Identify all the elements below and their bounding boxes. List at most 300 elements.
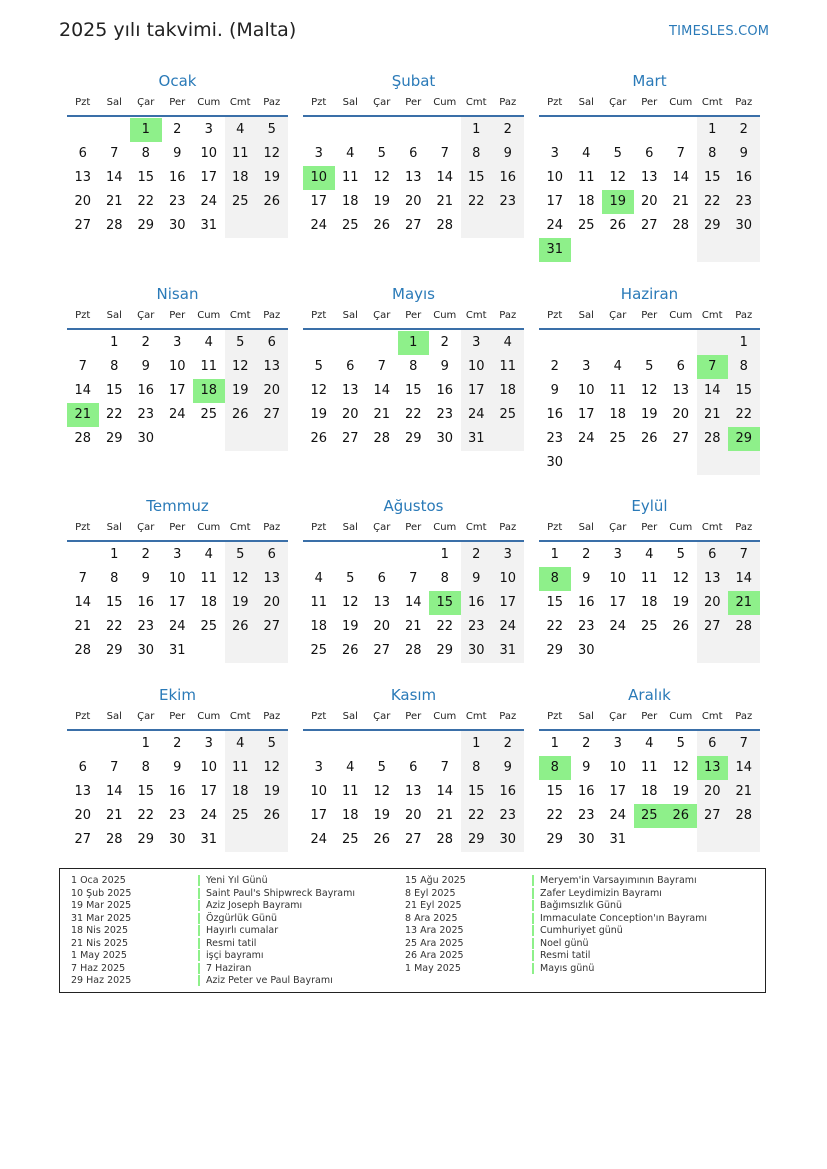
day-cell: 18 [499, 383, 517, 398]
day-cell: 18 [231, 170, 249, 185]
day-cell: 14 [74, 383, 92, 398]
weekday-header: Cum [197, 522, 221, 533]
day-cell: 17 [546, 194, 564, 209]
day-cell: 23 [137, 619, 155, 634]
holiday-name: Zafer Leydimizin Bayramı [532, 888, 662, 899]
holiday-name: Aziz Joseph Bayramı [198, 900, 302, 911]
holiday-date: 7 Haz 2025 [71, 962, 126, 974]
day-cell: 2 [503, 122, 512, 137]
day-cell: 7 [409, 571, 418, 586]
holiday-date: 21 Nis 2025 [71, 937, 128, 949]
day-cell: 3 [173, 547, 182, 562]
holiday-name: Saint Paul's Shipwreck Bayramı [198, 888, 355, 899]
day-cell: 26 [231, 619, 249, 634]
day-cell: 15 [137, 170, 155, 185]
brand-link[interactable]: TIMESLES.COM [669, 24, 770, 39]
day-cell: 23 [168, 808, 186, 823]
holiday-name: Noel günü [532, 938, 589, 949]
day-cell: 25 [231, 808, 249, 823]
holiday-date: 31 Mar 2025 [71, 912, 132, 924]
day-cell: 18 [577, 194, 595, 209]
day-cell: 12 [310, 383, 328, 398]
day-cell: 1 [440, 547, 449, 562]
day-cell: 27 [404, 218, 422, 233]
weekday-header: Pzt [75, 310, 91, 321]
weekday-header: Cmt [229, 310, 251, 321]
day-cell: 19 [341, 619, 359, 634]
day-cell: 4 [645, 547, 654, 562]
month-name: Eylül [631, 497, 668, 515]
day-cell: 2 [550, 359, 559, 374]
holiday-day: 19 [602, 190, 634, 214]
weekday-header: Cum [433, 310, 457, 321]
day-cell: 22 [546, 808, 564, 823]
day-cell: 25 [231, 194, 249, 209]
holiday-day: 8 [539, 756, 571, 780]
day-cell: 31 [200, 218, 218, 233]
day-cell: 4 [582, 146, 591, 161]
weekday-header: Sal [578, 310, 594, 321]
day-cell: 28 [436, 832, 454, 847]
day-cell: 30 [577, 643, 595, 658]
day-cell: 30 [137, 431, 155, 446]
holiday-day: 13 [697, 756, 729, 780]
day-cell: 9 [739, 146, 748, 161]
holiday-name: Resmi tatil [198, 938, 256, 949]
day-cell: 21 [703, 407, 721, 422]
weekday-header: Paz [735, 97, 753, 108]
day-cell: 5 [236, 547, 245, 562]
weekday-header: Pzt [311, 522, 327, 533]
weekday-header: Sal [578, 97, 594, 108]
day-cell: 9 [582, 760, 591, 775]
day-cell: 14 [373, 383, 391, 398]
day-cell: 5 [377, 760, 386, 775]
holiday-date: 13 Ara 2025 [405, 925, 464, 936]
page-title: 2025 yılı takvimi. (Malta) [59, 19, 297, 41]
day-cell: 30 [137, 643, 155, 658]
day-cell: 11 [640, 571, 658, 586]
day-cell: 17 [310, 808, 328, 823]
day-cell: 11 [231, 146, 249, 161]
day-cell: 17 [499, 595, 517, 610]
day-cell: 23 [577, 619, 595, 634]
day-cell: 3 [472, 335, 481, 350]
day-cell: 11 [341, 170, 359, 185]
holiday-date: 19 Mar 2025 [71, 900, 132, 911]
weekday-header: Cmt [701, 97, 723, 108]
day-cell: 11 [200, 571, 218, 586]
day-cell: 20 [703, 595, 721, 610]
day-cell: 6 [708, 547, 717, 562]
day-cell: 26 [672, 619, 690, 634]
day-cell: 30 [168, 218, 186, 233]
holiday-name: 7 Haziran [198, 963, 251, 974]
day-cell: 30 [577, 832, 595, 847]
day-cell: 2 [582, 547, 591, 562]
day-cell: 28 [373, 431, 391, 446]
holiday-date: 21 Eyl 2025 [405, 900, 462, 911]
day-cell: 16 [137, 383, 155, 398]
day-cell: 19 [373, 194, 391, 209]
day-cell: 24 [200, 808, 218, 823]
day-cell: 15 [546, 595, 564, 610]
day-cell: 6 [645, 146, 654, 161]
day-cell: 20 [263, 383, 281, 398]
day-cell: 22 [137, 808, 155, 823]
holiday-day: 8 [539, 567, 571, 591]
weekday-header: Cmt [229, 711, 251, 722]
day-cell: 24 [168, 619, 186, 634]
day-cell: 20 [404, 194, 422, 209]
day-cell: 31 [168, 643, 186, 658]
weekday-header: Paz [735, 522, 753, 533]
day-cell: 10 [577, 383, 595, 398]
day-cell: 16 [499, 784, 517, 799]
day-cell: 1 [472, 736, 481, 751]
day-cell: 9 [503, 760, 512, 775]
weekday-header: Çar [373, 711, 391, 722]
weekday-header: Per [169, 711, 186, 722]
holiday-name: Bağımsızlık Günü [532, 900, 622, 911]
day-cell: 10 [168, 359, 186, 374]
day-cell: 11 [310, 595, 328, 610]
weekday-header: Çar [609, 310, 627, 321]
day-cell: 29 [137, 832, 155, 847]
day-cell: 14 [404, 595, 422, 610]
day-cell: 27 [74, 832, 92, 847]
day-cell: 25 [499, 407, 517, 422]
day-cell: 4 [645, 736, 654, 751]
day-cell: 28 [74, 431, 92, 446]
day-cell: 3 [613, 547, 622, 562]
day-cell: 9 [503, 146, 512, 161]
weekday-header: Pzt [311, 711, 327, 722]
day-cell: 19 [310, 407, 328, 422]
day-cell: 27 [74, 218, 92, 233]
day-cell: 26 [640, 431, 658, 446]
day-cell: 25 [341, 832, 359, 847]
day-cell: 21 [735, 784, 753, 799]
holiday-name: Özgürlük Günü [198, 913, 277, 924]
day-cell: 4 [503, 335, 512, 350]
day-cell: 20 [341, 407, 359, 422]
day-cell: 5 [645, 359, 654, 374]
weekday-header: Pzt [75, 711, 91, 722]
day-cell: 14 [105, 784, 123, 799]
day-cell: 12 [609, 170, 627, 185]
holiday-date: 25 Ara 2025 [405, 937, 464, 949]
day-cell: 3 [314, 146, 323, 161]
holiday-day: 21 [67, 403, 99, 427]
day-cell: 17 [200, 784, 218, 799]
weekday-header: Çar [609, 711, 627, 722]
day-cell: 14 [74, 595, 92, 610]
day-cell: 11 [609, 383, 627, 398]
day-cell: 16 [577, 784, 595, 799]
day-cell: 12 [672, 760, 690, 775]
day-cell: 21 [436, 194, 454, 209]
day-cell: 6 [267, 335, 276, 350]
weekday-header: Paz [263, 310, 281, 321]
day-cell: 24 [546, 218, 564, 233]
day-cell: 4 [346, 146, 355, 161]
day-cell: 30 [546, 455, 564, 470]
day-cell: 13 [341, 383, 359, 398]
weekday-header: Çar [373, 522, 391, 533]
day-cell: 18 [341, 808, 359, 823]
weekday-header: Cum [433, 522, 457, 533]
day-cell: 19 [231, 383, 249, 398]
day-cell: 9 [141, 571, 150, 586]
weekday-header: Pzt [75, 97, 91, 108]
day-cell: 1 [550, 547, 559, 562]
day-cell: 13 [74, 784, 92, 799]
day-cell: 17 [577, 407, 595, 422]
day-cell: 5 [613, 146, 622, 161]
day-cell: 7 [110, 146, 119, 161]
day-cell: 12 [373, 784, 391, 799]
weekday-header: Paz [263, 522, 281, 533]
weekday-header: Per [169, 97, 186, 108]
holiday-name: işçi bayramı [198, 950, 264, 961]
weekday-header: Paz [735, 310, 753, 321]
holiday-date: 1 May 2025 [405, 962, 461, 974]
day-cell: 28 [735, 619, 753, 634]
holiday-day: 26 [665, 804, 697, 828]
weekday-header: Cum [669, 711, 693, 722]
day-cell: 14 [735, 571, 753, 586]
day-cell: 9 [582, 571, 591, 586]
day-cell: 23 [735, 194, 753, 209]
day-cell: 5 [267, 736, 276, 751]
day-cell: 26 [373, 218, 391, 233]
weekday-header: Cum [197, 97, 221, 108]
day-cell: 1 [141, 736, 150, 751]
day-cell: 13 [404, 170, 422, 185]
weekday-header: Sal [106, 310, 122, 321]
day-cell: 17 [200, 170, 218, 185]
day-cell: 1 [739, 335, 748, 350]
weekday-header: Per [405, 97, 422, 108]
day-cell: 12 [231, 571, 249, 586]
weekday-header: Paz [735, 711, 753, 722]
day-cell: 10 [546, 170, 564, 185]
day-cell: 3 [550, 146, 559, 161]
holiday-name: Mayıs günü [532, 963, 594, 974]
day-cell: 7 [110, 760, 119, 775]
day-cell: 2 [173, 122, 182, 137]
day-cell: 21 [373, 407, 391, 422]
day-cell: 10 [467, 359, 485, 374]
day-cell: 10 [609, 760, 627, 775]
holiday-day: 15 [429, 591, 461, 615]
day-cell: 13 [672, 383, 690, 398]
day-cell: 8 [708, 146, 717, 161]
day-cell: 22 [404, 407, 422, 422]
day-cell: 28 [105, 218, 123, 233]
day-cell: 26 [341, 643, 359, 658]
day-cell: 2 [173, 736, 182, 751]
weekday-header: Pzt [547, 97, 563, 108]
day-cell: 18 [341, 194, 359, 209]
holiday-date: 10 Şub 2025 [71, 887, 132, 899]
weekday-header: Pzt [547, 711, 563, 722]
day-cell: 6 [409, 760, 418, 775]
month-name: Ocak [158, 72, 197, 90]
day-cell: 18 [609, 407, 627, 422]
day-cell: 20 [703, 784, 721, 799]
day-cell: 29 [105, 431, 123, 446]
day-cell: 15 [467, 170, 485, 185]
day-cell: 6 [409, 146, 418, 161]
day-cell: 5 [676, 547, 685, 562]
day-cell: 11 [577, 170, 595, 185]
day-cell: 10 [168, 571, 186, 586]
day-cell: 8 [110, 359, 119, 374]
day-cell: 19 [672, 595, 690, 610]
day-cell: 21 [404, 619, 422, 634]
day-cell: 25 [609, 431, 627, 446]
holiday-day: 18 [193, 379, 225, 403]
day-cell: 14 [436, 784, 454, 799]
holiday-date: 18 Nis 2025 [71, 925, 128, 936]
day-cell: 23 [137, 407, 155, 422]
day-cell: 30 [467, 643, 485, 658]
weekday-header: Cmt [465, 97, 487, 108]
day-cell: 16 [546, 407, 564, 422]
day-cell: 26 [263, 194, 281, 209]
day-cell: 2 [503, 736, 512, 751]
day-cell: 6 [346, 359, 355, 374]
holiday-date: 1 May 2025 [71, 950, 127, 961]
day-cell: 25 [341, 218, 359, 233]
holiday-day: 29 [728, 427, 760, 451]
day-cell: 21 [105, 194, 123, 209]
holiday-day: 1 [130, 118, 162, 142]
day-cell: 29 [703, 218, 721, 233]
day-cell: 13 [404, 784, 422, 799]
day-cell: 3 [204, 736, 213, 751]
day-cell: 20 [74, 808, 92, 823]
weekday-header: Çar [137, 522, 155, 533]
month-name: Mayıs [392, 285, 435, 303]
weekday-header: Pzt [75, 522, 91, 533]
day-cell: 22 [436, 619, 454, 634]
day-cell: 19 [231, 595, 249, 610]
day-cell: 26 [373, 832, 391, 847]
day-cell: 15 [467, 784, 485, 799]
holiday-name: Immaculate Conception'ın Bayramı [532, 913, 707, 924]
day-cell: 29 [105, 643, 123, 658]
day-cell: 14 [436, 170, 454, 185]
day-cell: 19 [672, 784, 690, 799]
holiday-legend [59, 868, 766, 993]
day-cell: 6 [676, 359, 685, 374]
weekday-header: Çar [137, 310, 155, 321]
holiday-name: Yeni Yıl Günü [198, 875, 268, 886]
day-cell: 1 [110, 547, 119, 562]
day-cell: 24 [609, 619, 627, 634]
day-cell: 29 [467, 832, 485, 847]
day-cell: 9 [550, 383, 559, 398]
day-cell: 8 [409, 359, 418, 374]
weekday-header: Paz [499, 310, 517, 321]
day-cell: 6 [708, 736, 717, 751]
day-cell: 23 [436, 407, 454, 422]
day-cell: 20 [373, 619, 391, 634]
day-cell: 24 [499, 619, 517, 634]
day-cell: 4 [236, 736, 245, 751]
day-cell: 18 [310, 619, 328, 634]
day-cell: 22 [467, 194, 485, 209]
weekday-header: Çar [609, 97, 627, 108]
day-cell: 23 [499, 808, 517, 823]
day-cell: 10 [609, 571, 627, 586]
day-cell: 14 [672, 170, 690, 185]
day-cell: 10 [200, 146, 218, 161]
weekday-header: Paz [499, 522, 517, 533]
day-cell: 27 [263, 407, 281, 422]
weekday-header: Per [405, 711, 422, 722]
day-cell: 20 [672, 407, 690, 422]
day-cell: 21 [74, 619, 92, 634]
weekday-header: Cum [197, 310, 221, 321]
holiday-date: 8 Eyl 2025 [405, 887, 456, 899]
day-cell: 12 [672, 571, 690, 586]
weekday-header: Cmt [465, 522, 487, 533]
month-name: Kasım [390, 686, 437, 704]
weekday-header: Per [641, 522, 658, 533]
weekday-header: Çar [609, 522, 627, 533]
day-cell: 27 [263, 619, 281, 634]
month-name: Şubat [391, 72, 436, 90]
weekday-header: Per [641, 97, 658, 108]
day-cell: 17 [609, 595, 627, 610]
day-cell: 25 [310, 643, 328, 658]
day-cell: 31 [200, 832, 218, 847]
day-cell: 26 [609, 218, 627, 233]
month-name: Nisan [156, 285, 199, 303]
day-cell: 21 [105, 808, 123, 823]
day-cell: 19 [640, 407, 658, 422]
day-cell: 9 [173, 760, 182, 775]
day-cell: 3 [613, 736, 622, 751]
day-cell: 8 [141, 146, 150, 161]
holiday-name: Hayırlı cumalar [198, 925, 278, 936]
day-cell: 25 [200, 619, 218, 634]
weekday-header: Cmt [701, 310, 723, 321]
day-cell: 13 [640, 170, 658, 185]
day-cell: 22 [105, 407, 123, 422]
day-cell: 5 [377, 146, 386, 161]
day-cell: 15 [546, 784, 564, 799]
weekday-header: Cmt [465, 310, 487, 321]
weekday-header: Çar [373, 310, 391, 321]
day-cell: 17 [310, 194, 328, 209]
weekday-header: Cum [197, 711, 221, 722]
day-cell: 12 [341, 595, 359, 610]
day-cell: 4 [346, 760, 355, 775]
holiday-day: 7 [697, 355, 729, 379]
day-cell: 29 [546, 832, 564, 847]
day-cell: 4 [613, 359, 622, 374]
weekday-header: Cmt [701, 522, 723, 533]
day-cell: 26 [310, 431, 328, 446]
day-cell: 27 [703, 619, 721, 634]
day-cell: 1 [110, 335, 119, 350]
day-cell: 6 [78, 760, 87, 775]
